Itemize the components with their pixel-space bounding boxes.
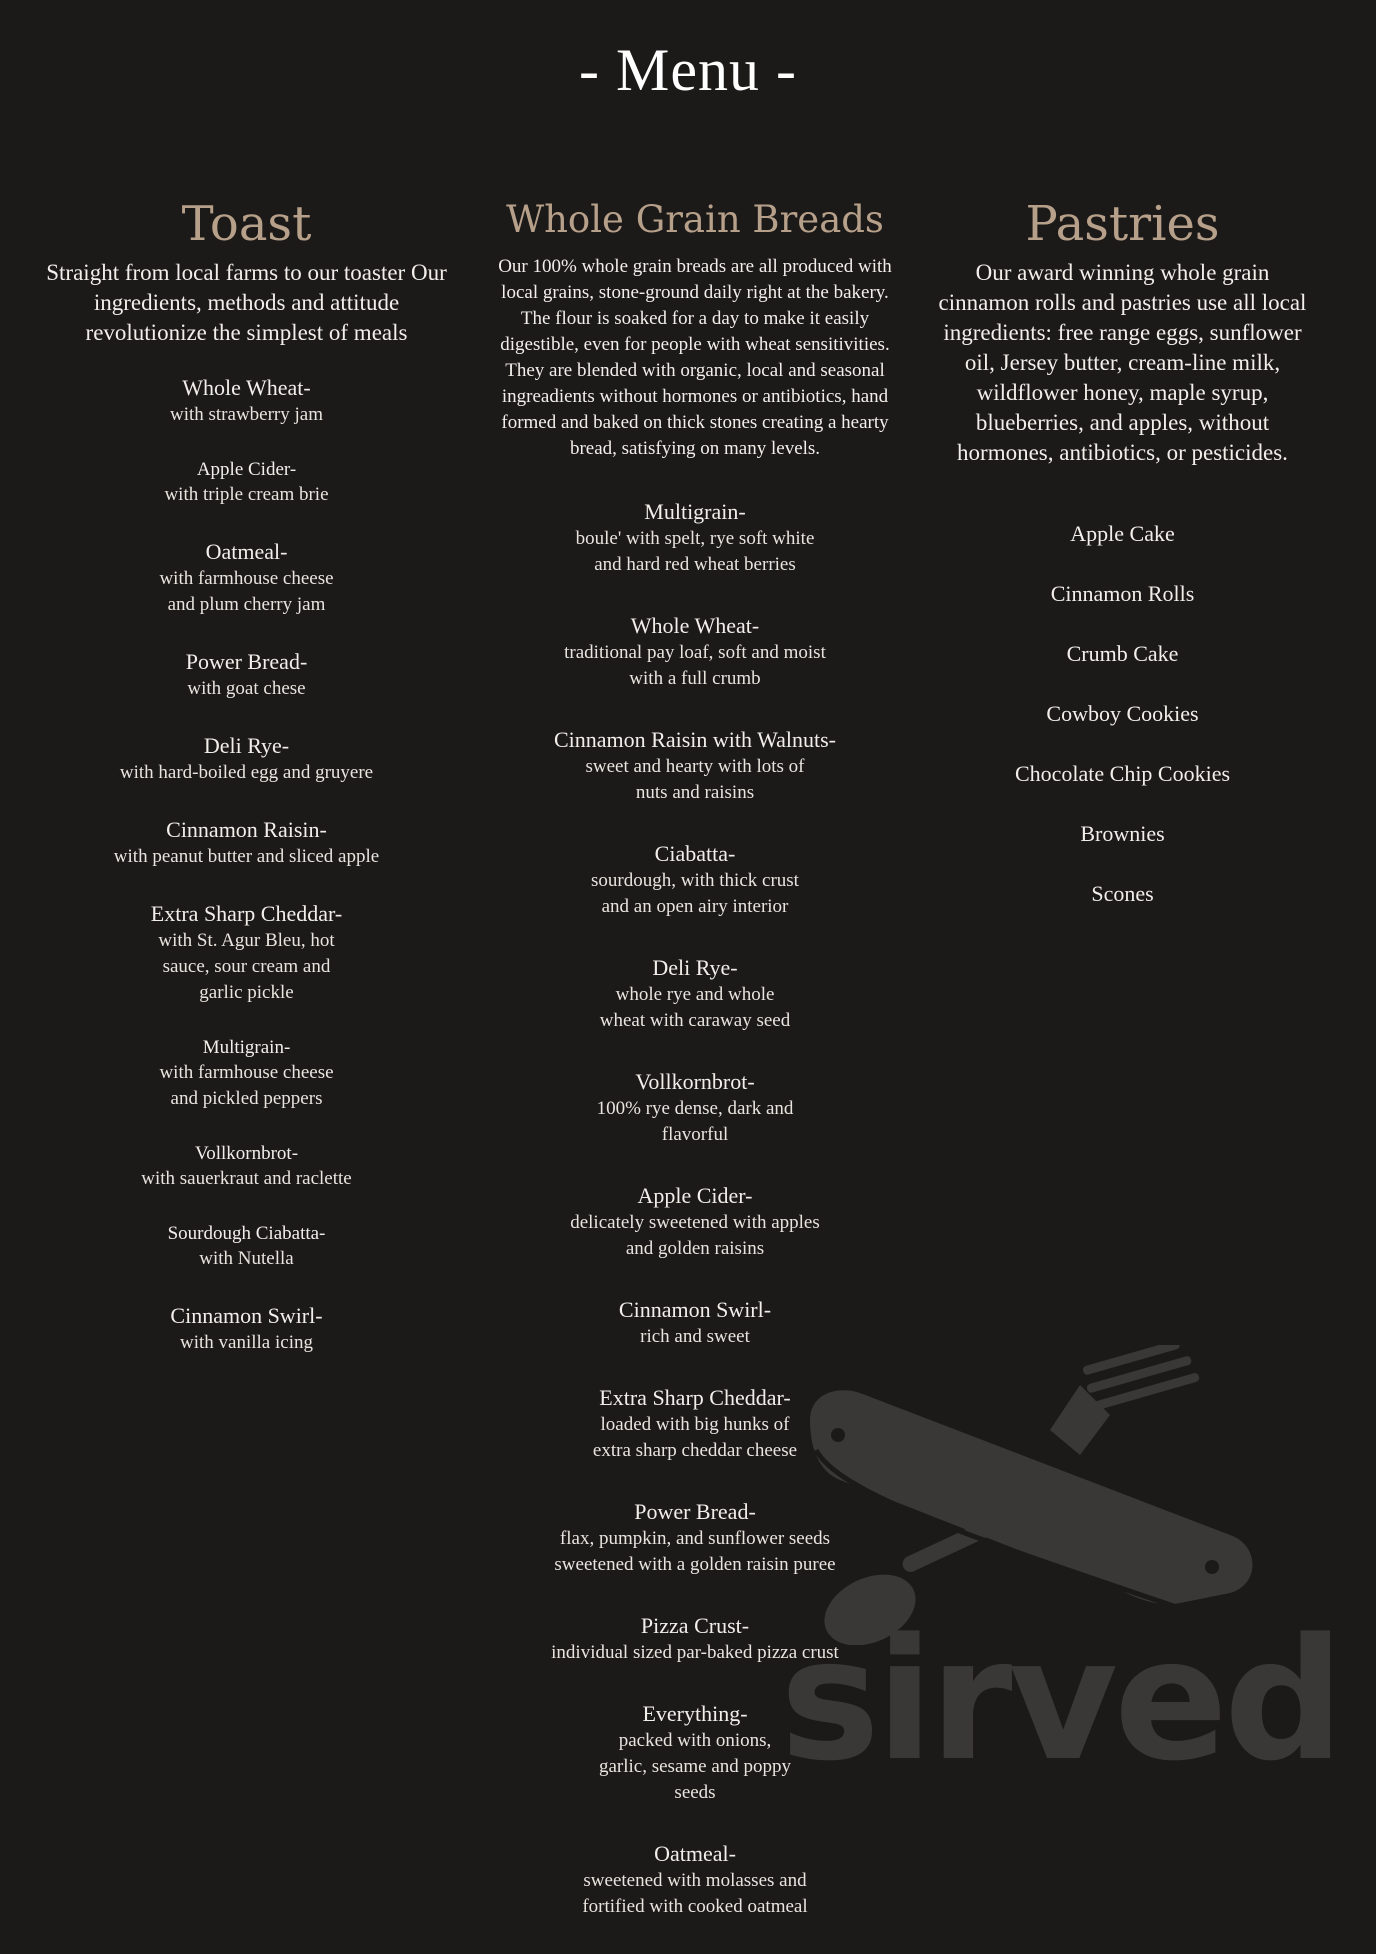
list-item bbox=[40, 458, 453, 508]
list-item bbox=[40, 1036, 453, 1112]
item-name: Cowboy Cookies bbox=[1046, 701, 1199, 726]
list-item bbox=[935, 640, 1310, 668]
item-name: Apple Cider- bbox=[196, 459, 297, 480]
item-name: Multigrain- bbox=[644, 499, 746, 524]
list-item bbox=[486, 498, 904, 578]
breads-intro: Our 100% whole grain breads are all produced with local grains, stone-ground daily right at the bakery. The flour is soaked for a day to make it easily digestible, even for people with wheat sensitivities. They are blended with organic, local and seasonal ingreadients without hormones or antibiotics, hand formed and baked on thick stones creating a hearty bread, satisfying on many levels. bbox=[498, 256, 892, 459]
item-name: Extra Sharp Cheddar- bbox=[599, 1385, 791, 1410]
item-desc: with farmhouse cheese and plum cherry jam bbox=[159, 568, 334, 615]
breads-title: Whole Grain Breads bbox=[506, 198, 884, 241]
item-name: Extra Sharp Cheddar- bbox=[150, 901, 343, 926]
item-name: Everything- bbox=[642, 1701, 748, 1726]
list-item bbox=[486, 612, 904, 692]
list-item bbox=[40, 648, 453, 702]
list-item bbox=[486, 1296, 904, 1350]
item-name: Crumb Cake bbox=[1066, 641, 1179, 666]
item-desc: boule' with spelt, rye soft white and hard red wheat berries bbox=[575, 528, 815, 575]
list-item bbox=[40, 1142, 453, 1192]
item-desc: with peanut butter and sliced apple bbox=[113, 846, 380, 867]
item-desc: with sauerkraut and raclette bbox=[141, 1168, 352, 1189]
list-item bbox=[486, 1068, 904, 1148]
item-name: Oatmeal- bbox=[654, 1841, 736, 1866]
list-item bbox=[935, 520, 1310, 548]
list-item bbox=[486, 840, 904, 920]
item-name: Cinnamon Raisin with Walnuts- bbox=[554, 727, 836, 752]
item-name: Brownies bbox=[1080, 821, 1165, 846]
page-title: - Menu - bbox=[579, 37, 797, 103]
item-name: Whole Wheat- bbox=[182, 375, 311, 400]
pastries-item-list bbox=[935, 520, 1310, 908]
item-name: Multigrain- bbox=[202, 1037, 291, 1058]
list-item bbox=[486, 954, 904, 1034]
item-desc: delicately sweetened with apples and golden raisins bbox=[570, 1212, 820, 1259]
list-item bbox=[486, 1182, 904, 1262]
list-item bbox=[40, 374, 453, 428]
item-desc: individual sized par-baked pizza crust bbox=[551, 1642, 839, 1663]
item-name: Scones bbox=[1091, 881, 1154, 906]
item-desc: flax, pumpkin, and sunflower seeds sweetened with a golden raisin puree bbox=[554, 1528, 836, 1575]
list-item bbox=[40, 1302, 453, 1356]
list-item bbox=[40, 1222, 453, 1272]
item-desc: with goat chese bbox=[187, 678, 306, 699]
sirved-watermark bbox=[780, 1345, 1341, 1805]
item-name: Sourdough Ciabatta- bbox=[167, 1223, 326, 1244]
item-desc: traditional pay loaf, soft and moist with a full crumb bbox=[564, 642, 826, 689]
item-desc: with strawberry jam bbox=[169, 404, 323, 425]
toast-intro: Straight from local farms to our toaster Our ingredients, methods and attitude revolutionize the simplest of meals bbox=[46, 260, 447, 345]
item-desc: sourdough, with thick crust and an open airy interior bbox=[591, 870, 799, 917]
item-name: Power Bread- bbox=[634, 1499, 756, 1524]
item-name: Chocolate Chip Cookies bbox=[1014, 761, 1231, 786]
item-name: Ciabatta- bbox=[654, 841, 736, 866]
item-name: Vollkornbrot- bbox=[194, 1143, 299, 1164]
item-name: Deli Rye- bbox=[203, 733, 290, 758]
list-item bbox=[935, 880, 1310, 908]
list-item bbox=[40, 816, 453, 870]
knife-fork-spoon-icon bbox=[780, 1345, 1320, 1645]
item-name: Apple Cake bbox=[1070, 521, 1175, 546]
list-item bbox=[935, 760, 1310, 788]
item-name: Whole Wheat- bbox=[630, 613, 760, 638]
item-desc: with hard-boiled egg and gruyere bbox=[119, 762, 374, 783]
watermark-text: sirved bbox=[780, 1602, 1341, 1798]
item-name: Cinnamon Swirl- bbox=[170, 1303, 323, 1328]
list-item bbox=[40, 900, 453, 1006]
item-name: Apple Cider- bbox=[637, 1183, 753, 1208]
item-desc: rich and sweet bbox=[640, 1326, 750, 1347]
toast-section bbox=[40, 196, 453, 1386]
toast-title: Toast bbox=[181, 196, 312, 252]
item-name: Oatmeal- bbox=[205, 539, 288, 564]
item-desc: with Nutella bbox=[199, 1248, 294, 1269]
item-name: Power Bread- bbox=[185, 649, 308, 674]
item-desc: loaded with big hunks of extra sharp cheddar cheese bbox=[592, 1414, 798, 1461]
item-desc: sweetened with molasses and fortified with cooked oatmeal bbox=[582, 1870, 808, 1917]
item-desc: packed with onions, garlic, sesame and poppy seeds bbox=[598, 1730, 792, 1803]
list-item bbox=[40, 538, 453, 618]
item-name: Cinnamon Raisin- bbox=[166, 817, 327, 842]
item-desc: with vanilla icing bbox=[180, 1332, 313, 1353]
toast-item-list bbox=[40, 374, 453, 1356]
list-item bbox=[935, 580, 1310, 608]
item-name: Cinnamon Rolls bbox=[1050, 581, 1195, 606]
item-name: Pizza Crust- bbox=[640, 1613, 750, 1638]
pastries-intro: Our award winning whole grain cinnamon rolls and pastries use all local ingredients: free range eggs, sunflower oil, Jersey butter, cream-line milk, wildflower honey, maple syrup, blueberries, and apples, without hormones, antibiotics, or pesticides. bbox=[938, 260, 1307, 465]
item-desc: with farmhouse cheese and pickled peppers bbox=[159, 1062, 334, 1109]
pastries-section bbox=[935, 196, 1310, 940]
item-desc: 100% rye dense, dark and flavorful bbox=[596, 1098, 794, 1145]
item-desc: with triple cream brie bbox=[164, 484, 329, 505]
list-item bbox=[40, 732, 453, 786]
list-item bbox=[935, 820, 1310, 848]
pastries-title: Pastries bbox=[1025, 196, 1220, 252]
item-name: Deli Rye- bbox=[652, 955, 738, 980]
item-name: Vollkornbrot- bbox=[635, 1069, 755, 1094]
list-item bbox=[486, 726, 904, 806]
item-name: Cinnamon Swirl- bbox=[618, 1297, 772, 1322]
list-item bbox=[935, 700, 1310, 728]
list-item bbox=[486, 1840, 904, 1920]
item-desc: sweet and hearty with lots of nuts and raisins bbox=[585, 756, 805, 803]
item-desc: with St. Agur Bleu, hot sauce, sour cream and garlic pickle bbox=[158, 930, 335, 1003]
item-desc: whole rye and whole wheat with caraway seed bbox=[599, 984, 791, 1031]
